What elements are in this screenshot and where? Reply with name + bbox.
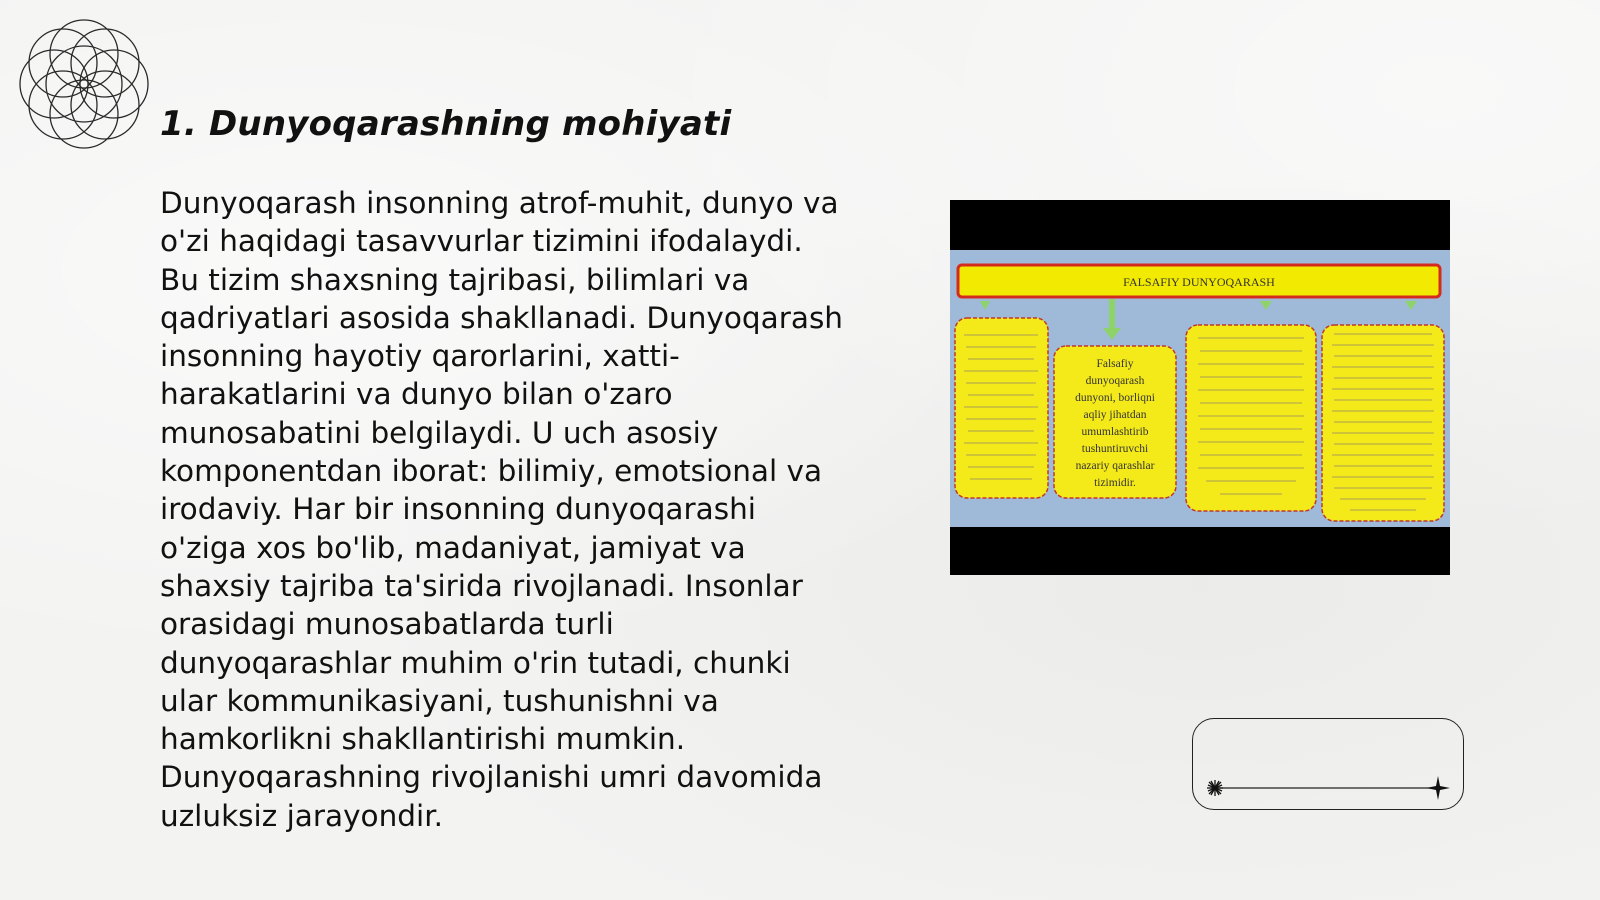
diagram-box-2-line: tushuntiruvchi (1081, 443, 1149, 455)
diagram-box-1 (955, 318, 1048, 498)
diagram-box-2-line: dunyoni, borliqni (1075, 392, 1155, 404)
slide-paragraph: Dunyoqarash insonning atrof-muhit, dunyo va o'zi haqidagi tasavvurlar tizimini ifodalaydi. Bu tizim shaxsning tajribasi, bilimlari va qadriyatlari asosida shakllanadi. Dunyoqarash insonning hayotiy qarorlarini, xatti-harakatlarini va dunyo bilan o'zaro munosabatini belgilaydi. U uch asosiy komponentdan iborat: bilimiy, emotsional va irodaviy. Har bir insonning dunyoqarashi o'ziga xos bo'lib, madaniyat, jamiyat va shaxsiy tajriba ta'sirida rivojlanadi. Insonlar orasidagi munosabatlarda turli dunyoqarashlar muhim o'rin tutadi, chunki ular kommunikasiyani, tushunishni va hamkorlikni shakllantirishi mumkin. Dunyoqarashning rivojlanishi umri davomida uzluksiz jarayondir. (160, 186, 844, 833)
diagram-box-2-line: dunyoqarash (1085, 375, 1145, 387)
diagram-box-2-line: tizimidir. (1094, 477, 1136, 489)
diagram-box-4 (1322, 325, 1444, 521)
diagram-box-2-line: nazariy qarashlar (1075, 460, 1155, 472)
decorative-caption-box (1192, 718, 1464, 810)
starburst-icon (1207, 780, 1223, 796)
diagram-box-2-line: aqliy jihatdan (1083, 409, 1147, 421)
diagram-box-2-line: umumlashtirib (1081, 426, 1149, 438)
diagram-box-2-line: Falsafiy (1096, 358, 1134, 370)
diagram-box-3 (1186, 325, 1316, 511)
diagram-image (950, 200, 1450, 575)
sparkle-icon (1426, 776, 1450, 800)
diagram-header-text: FALSAFIY DUNYOQARASH (1123, 275, 1275, 289)
slide-title: 1. Dunyoqarashning mohiyati (160, 104, 732, 144)
circle-ornament-icon (10, 10, 158, 158)
